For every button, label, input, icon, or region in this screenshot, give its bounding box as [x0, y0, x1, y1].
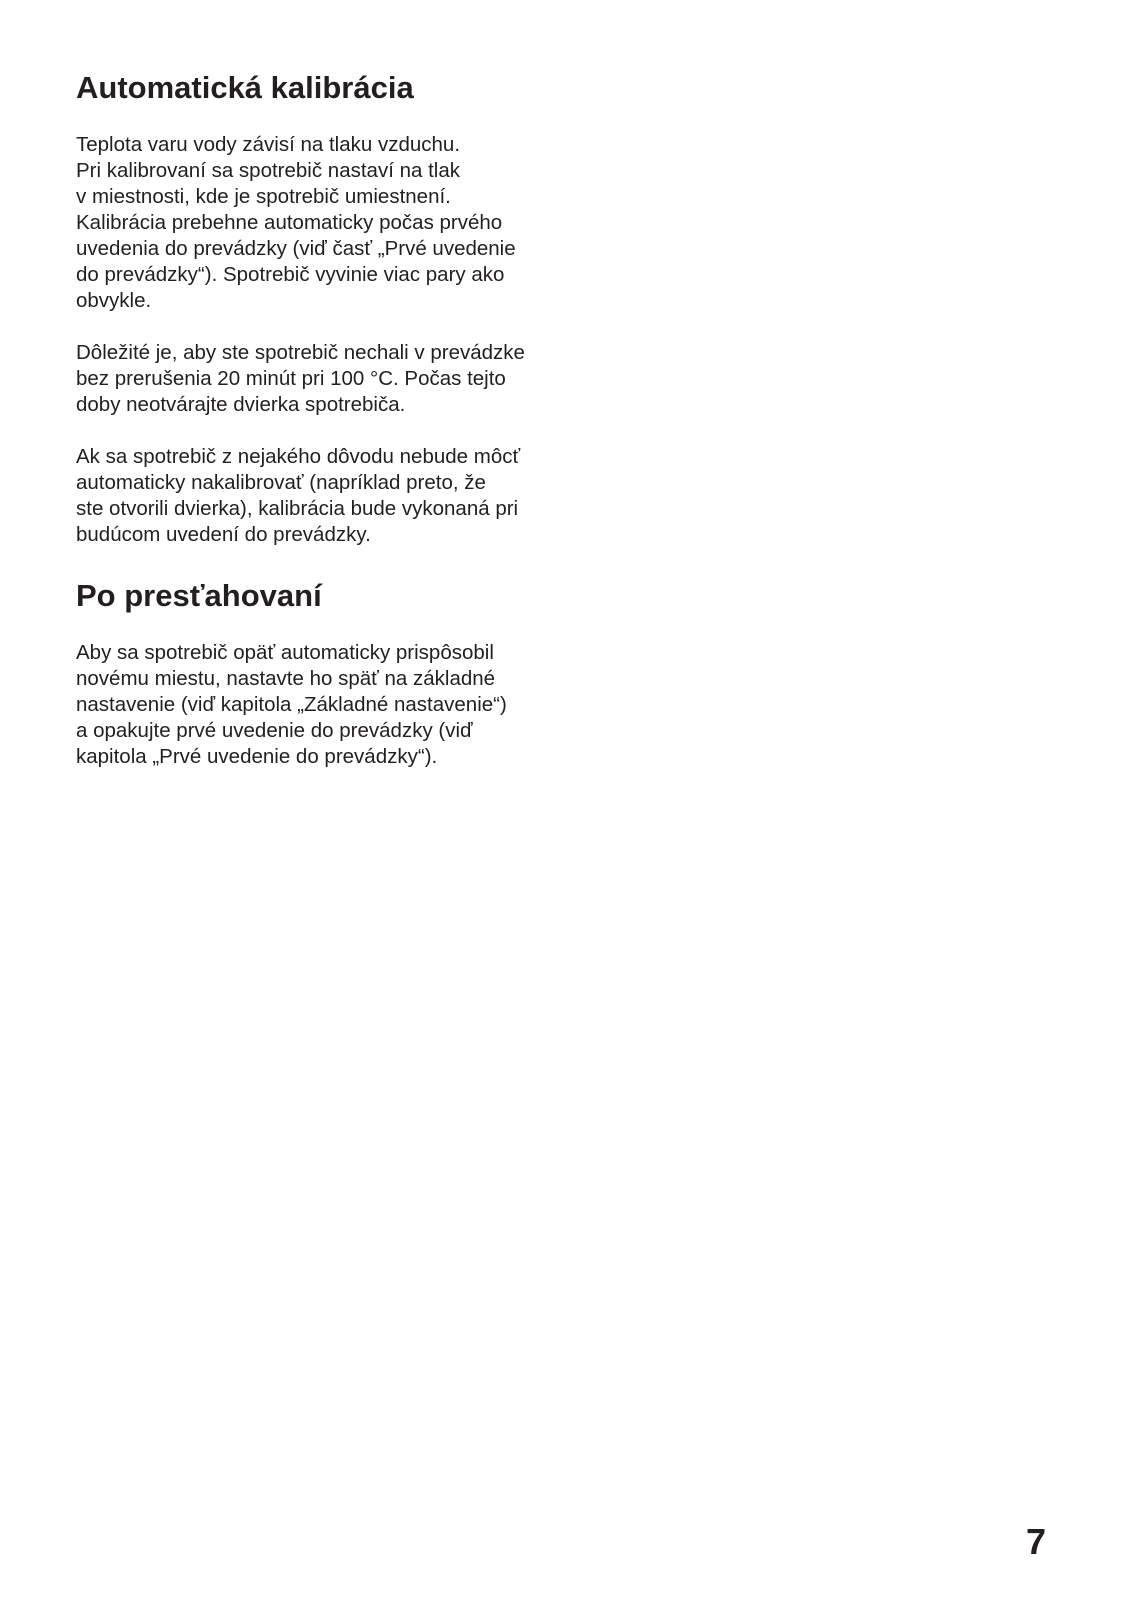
heading-automatic-calibration: Automatická kalibrácia	[76, 70, 414, 105]
section-automatic-calibration-body	[76, 132, 576, 548]
text-line: uvedenia do prevádzky (viď časť „Prvé uvedenie	[76, 237, 516, 260]
text-line: do prevádzky“). Spotrebič vyvinie viac pary ako	[76, 263, 505, 286]
text-line: kapitola „Prvé uvedenie do prevádzky“).	[76, 745, 438, 768]
text-line: a opakujte prvé uvedenie do prevádzky (viď	[76, 719, 473, 742]
text-line: Ak sa spotrebič z nejakého dôvodu nebude môcť	[76, 445, 521, 468]
text-line: novému miestu, nastavte ho späť na základné	[76, 667, 496, 690]
text-line: doby neotvárajte dvierka spotrebiča.	[76, 393, 406, 416]
text-line: budúcom uvedení do prevádzky.	[76, 523, 371, 546]
paragraph-calibration-failure	[76, 444, 576, 548]
text-line: v miestnosti, kde je spotrebič umiestnení.	[76, 185, 451, 208]
text-line: automaticky nakalibrovať (napríklad preto, že	[76, 471, 486, 494]
text-line: nastavenie (viď kapitola „Základné nastavenie“)	[76, 693, 507, 716]
text-line: Kalibrácia prebehne automaticky počas prvého	[76, 211, 503, 234]
paragraph-important-operation	[76, 340, 576, 418]
text-line: Dôležité je, aby ste spotrebič nechali v prevádzke	[76, 341, 525, 364]
paragraph-reset-instructions	[76, 640, 576, 770]
section-after-moving-body	[76, 640, 576, 770]
text-line: Pri kalibrovaní sa spotrebič nastaví na tlak	[76, 159, 460, 182]
text-line: Teplota varu vody závisí na tlaku vzduchu.	[76, 133, 461, 156]
text-column	[76, 66, 576, 770]
text-line: ste otvorili dvierka), kalibrácia bude vykonaná pri	[76, 497, 519, 520]
heading-after-moving: Po presťahovaní	[76, 578, 322, 613]
text-line: obvykle.	[76, 289, 152, 312]
text-line: Aby sa spotrebič opäť automaticky prispôsobil	[76, 641, 494, 664]
text-line: bez prerušenia 20 minút pri 100 °C. Počas tejto	[76, 367, 506, 390]
page-number: 7	[1025, 1521, 1046, 1562]
paragraph-boiling-point	[76, 132, 576, 314]
